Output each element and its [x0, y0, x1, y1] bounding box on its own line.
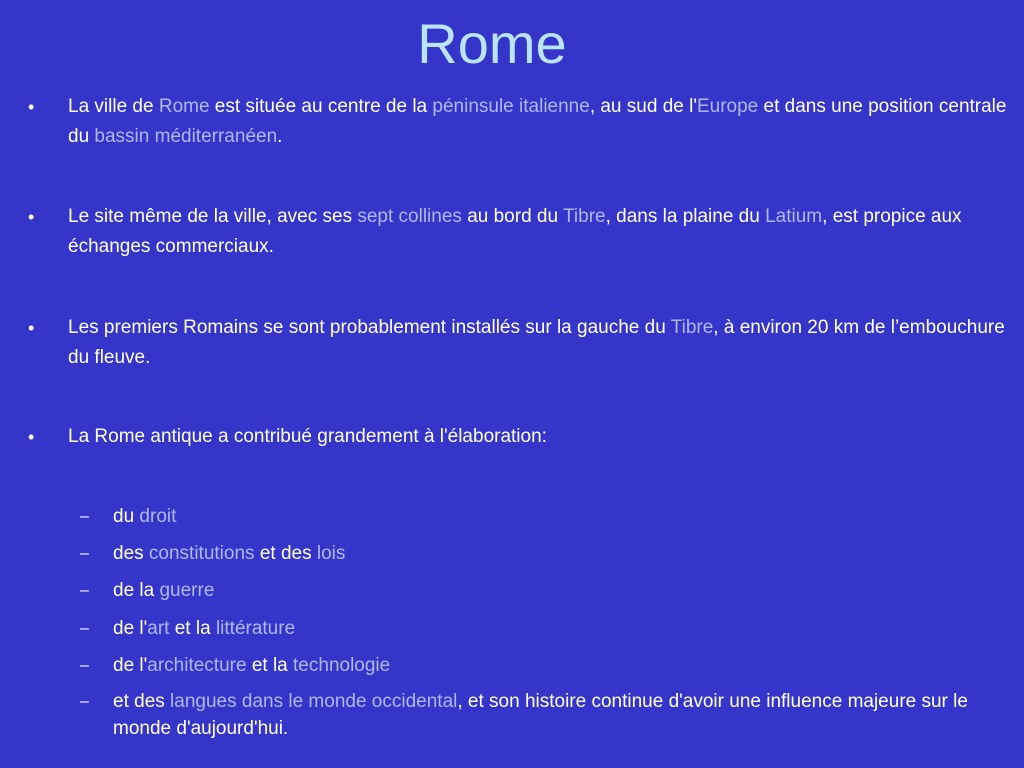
- link-text[interactable]: sept collines: [357, 206, 462, 227]
- body-text: Le site même de la ville, avec ses: [68, 206, 358, 227]
- dash-marker: –: [80, 620, 89, 637]
- link-text[interactable]: art: [147, 618, 170, 639]
- body-text: , au sud de l': [589, 96, 697, 117]
- bullet-text: [68, 313, 1013, 373]
- body-text: de l': [113, 618, 148, 639]
- link-text[interactable]: lois: [316, 543, 346, 564]
- link-text[interactable]: Rome: [158, 96, 210, 117]
- link-text[interactable]: guerre: [159, 580, 215, 601]
- link-text[interactable]: langues dans le monde occidental: [170, 691, 458, 712]
- link-text[interactable]: péninsule italienne: [432, 96, 590, 117]
- body-text: et des: [113, 691, 171, 712]
- sub-item-text: [113, 688, 1013, 742]
- body-text: au bord du: [461, 206, 563, 227]
- link-text[interactable]: Tibre: [670, 317, 714, 338]
- body-text: .: [277, 126, 283, 147]
- body-text: et la: [246, 655, 294, 676]
- sub-item-text: [113, 615, 1013, 642]
- link-text[interactable]: Latium: [765, 206, 823, 227]
- link-text[interactable]: bassin méditerranéen: [94, 126, 278, 147]
- body-text: , est propice aux échanges commerciaux.: [68, 206, 962, 257]
- body-text: et des: [254, 543, 317, 564]
- sub-item-text: [113, 503, 1013, 530]
- body-text: Les premiers Romains se sont probablement installés sur la gauche du: [68, 317, 671, 338]
- bullet-marker: •: [28, 97, 35, 117]
- body-text: , et son histoire continue d'avoir une influence majeure sur le monde d'aujourd'hui.: [113, 691, 968, 739]
- sub-item-text: [113, 577, 1013, 604]
- dash-marker: –: [80, 545, 89, 562]
- bullet-text: [68, 92, 1013, 152]
- bullet-marker: •: [28, 318, 35, 338]
- dash-marker: –: [80, 582, 89, 599]
- link-text[interactable]: littérature: [215, 618, 296, 639]
- link-text[interactable]: Europe: [696, 96, 759, 117]
- body-text: des: [113, 543, 149, 564]
- slide-title: Rome: [417, 12, 567, 75]
- body-text: et dans une position centrale du: [68, 96, 1007, 147]
- body-text: est située au centre de la: [209, 96, 433, 117]
- body-text: du: [113, 506, 140, 527]
- body-text: de la: [113, 580, 160, 601]
- body-text: La Rome antique a contribué grandement à l'élaboration:: [68, 426, 547, 447]
- body-text: , à environ 20 km de l’embouchure du fleuve.: [68, 317, 1005, 368]
- body-text: La ville de: [68, 96, 159, 117]
- link-text[interactable]: architecture: [147, 655, 247, 676]
- link-text[interactable]: Tibre: [563, 206, 606, 227]
- body-text: et la: [169, 618, 216, 639]
- dash-marker: –: [80, 693, 89, 710]
- link-text[interactable]: constitutions: [148, 543, 255, 564]
- bullet-marker: •: [28, 427, 35, 447]
- bullet-text: [68, 422, 1013, 452]
- dash-marker: –: [80, 508, 89, 525]
- sub-item-text: [113, 540, 1013, 567]
- bullet-text: [68, 202, 1013, 262]
- bullet-marker: •: [28, 207, 35, 227]
- sub-item-text: [113, 652, 1013, 679]
- link-text[interactable]: technologie: [293, 655, 391, 676]
- body-text: , dans la plaine du: [605, 206, 766, 227]
- dash-marker: –: [80, 657, 89, 674]
- body-text: de l': [113, 655, 148, 676]
- link-text[interactable]: droit: [139, 506, 177, 527]
